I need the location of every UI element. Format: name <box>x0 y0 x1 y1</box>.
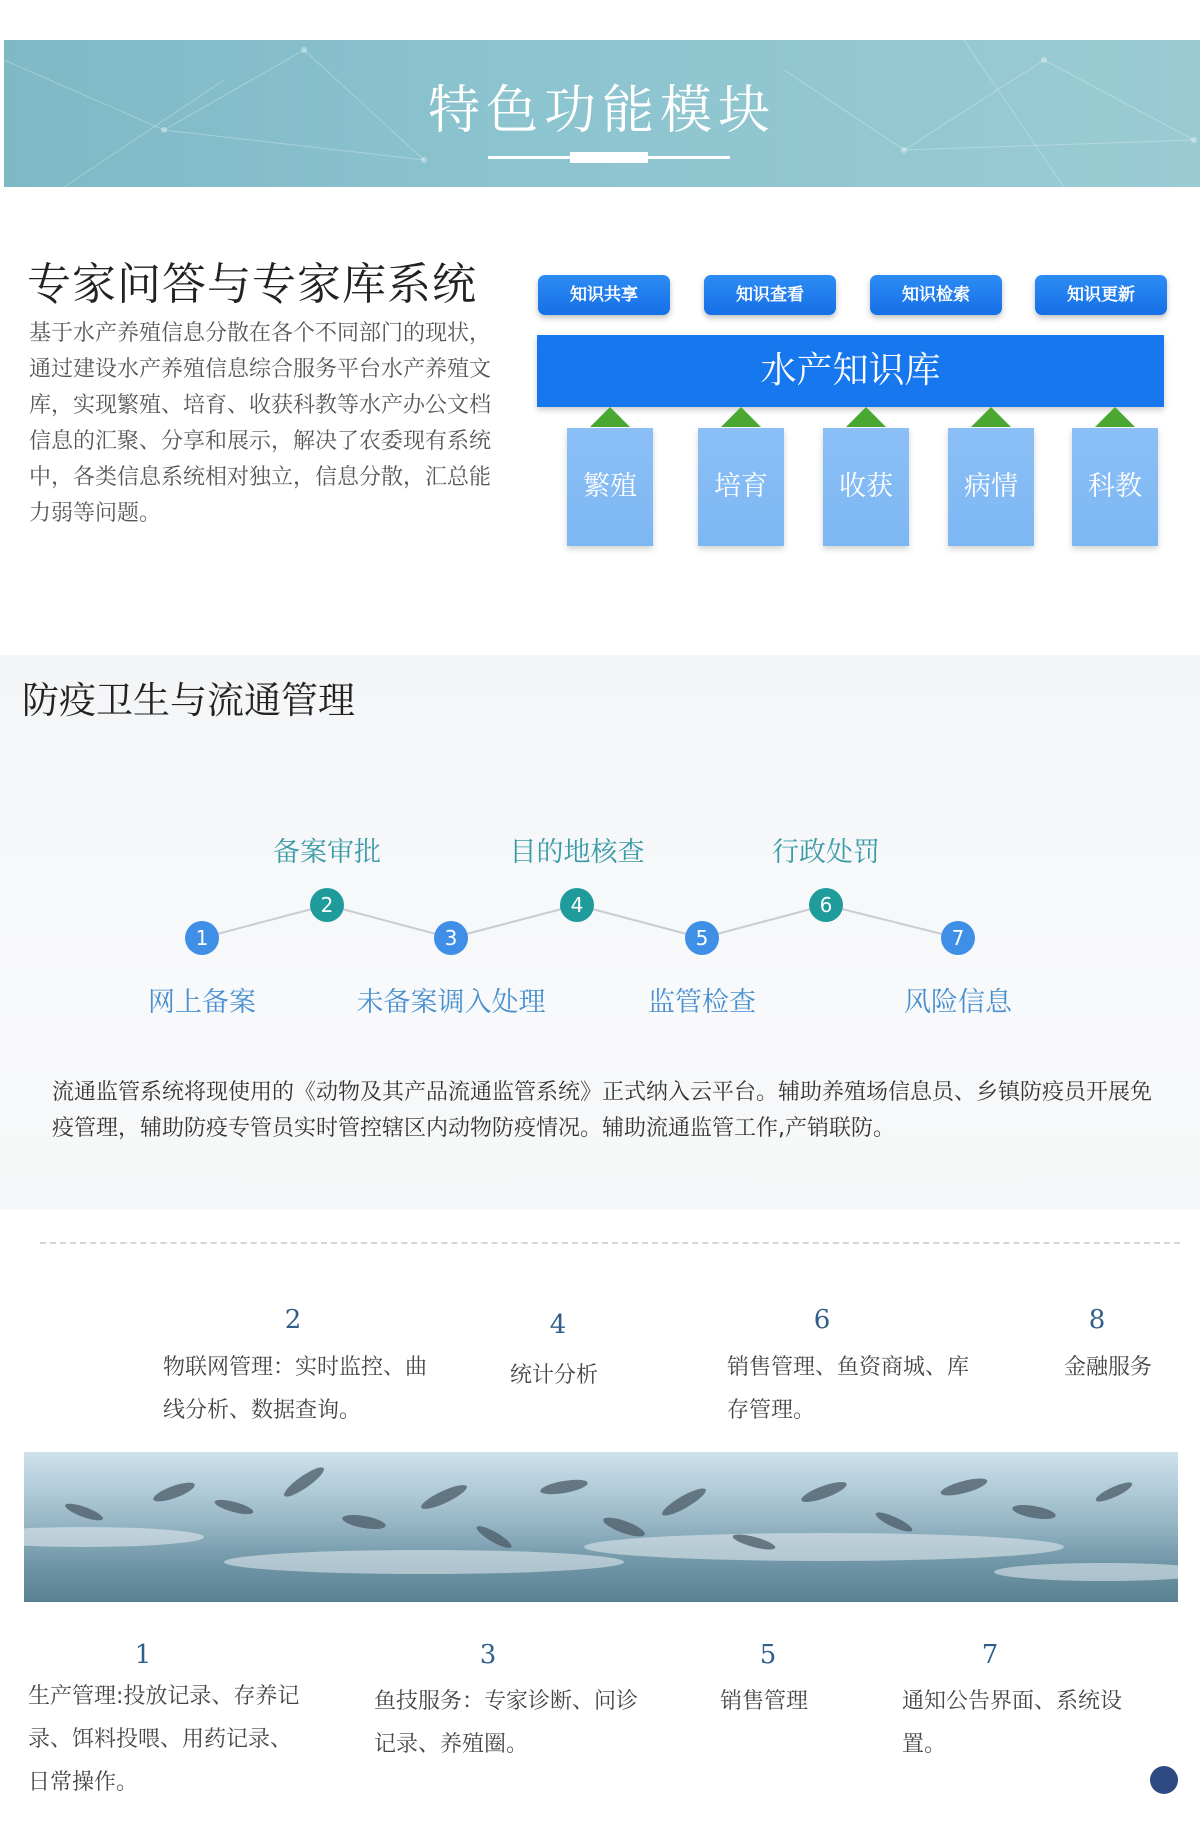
flow-connector <box>327 905 451 938</box>
arrow-up-icon <box>846 407 886 427</box>
step-node-7[interactable] <box>941 921 975 955</box>
flow-connector <box>577 905 702 938</box>
flow-connector <box>826 905 958 938</box>
feature-iot-management: 物联网管理：实时监控、曲线分析、数据查询。 <box>163 1355 428 1423</box>
banner-title: 特色功能模块 <box>427 81 776 141</box>
step-number: 4 <box>570 893 584 917</box>
flow-connector <box>702 905 826 938</box>
step-node-3[interactable] <box>434 921 468 955</box>
step-label-6: 行政处罚 <box>772 837 880 868</box>
tag-knowledge-view[interactable]: 知识查看 <box>704 275 836 315</box>
arrow-up-icon <box>721 407 761 427</box>
feature-statistics: 统计分析 <box>510 1363 599 1388</box>
step-number: 7 <box>951 926 965 950</box>
step-node-2[interactable] <box>310 888 344 922</box>
column-cultivation[interactable]: 培育 <box>698 428 784 546</box>
arrow-up-icon <box>590 407 630 427</box>
feature-number: 1 <box>134 1640 152 1670</box>
fish-pond-illustration <box>24 1452 1178 1602</box>
step-label-2: 备案审批 <box>273 837 381 868</box>
knowledge-description: 基于水产养殖信息分散在各个不同部门的现状，通过建设水产养殖信息综合服务平台水产养殖文库，实现繁殖、培育、收获科教等水产办公文档信息的汇聚、分享和展示，解决了农委现有系统中，各类信息系统相对独立，信息分散，汇总能力弱等问题。 <box>29 321 492 526</box>
banner-underline-center <box>570 152 648 163</box>
epidemic-description: 流通监管系统将现使用的《动物及其产品流通监管系统》正式纳入云平台。辅助养殖场信息员、乡镇防疫员开展免疫管理，辅助防疫专管员实时管控辖区内动物防疫情况。辅助流通监管工作,产销联防。 <box>52 1080 1153 1141</box>
flow-connector <box>202 905 327 938</box>
knowledge-title: 专家问答与专家库系统 <box>27 259 477 310</box>
step-label-7: 风险信息 <box>904 987 1012 1018</box>
tag-knowledge-share[interactable]: 知识共享 <box>538 275 670 315</box>
feature-production-management: 生产管理:投放记录、存养记录、饵料投喂、用药记录、日常操作。 <box>28 1684 300 1795</box>
banner-underline-right <box>648 156 730 159</box>
column-breeding[interactable]: 繁殖 <box>567 428 653 546</box>
tag-knowledge-update[interactable]: 知识更新 <box>1035 275 1167 315</box>
flow-connector <box>451 905 577 938</box>
feature-number: 4 <box>549 1310 567 1340</box>
arrow-up-icon <box>1095 407 1135 427</box>
step-node-6[interactable] <box>809 888 843 922</box>
step-number: 6 <box>819 893 833 917</box>
column-harvest[interactable]: 收获 <box>823 428 909 546</box>
step-node-1[interactable] <box>185 921 219 955</box>
step-label-1: 网上备案 <box>148 987 256 1018</box>
feature-sales-mall: 销售管理、鱼资商城、库存管理。 <box>727 1355 970 1423</box>
feature-number: 5 <box>759 1640 777 1670</box>
step-number: 2 <box>320 893 334 917</box>
step-label-3: 未备案调入处理 <box>356 987 546 1018</box>
feature-number: 7 <box>981 1640 999 1670</box>
arrow-up-icon <box>971 407 1011 427</box>
feature-finance: 金融服务 <box>1064 1355 1153 1380</box>
step-label-4: 目的地核查 <box>509 837 645 868</box>
feature-fishery-service: 鱼技服务：专家诊断、问诊记录、养殖圈。 <box>374 1689 639 1757</box>
banner-underline-left <box>488 156 570 159</box>
feature-sales-management: 销售管理 <box>720 1689 809 1714</box>
column-education[interactable]: 科教 <box>1072 428 1158 546</box>
scroll-indicator-dot[interactable] <box>1150 1766 1178 1794</box>
epidemic-title: 防疫卫生与流通管理 <box>22 679 355 722</box>
step-number: 3 <box>444 926 458 950</box>
process-flow <box>0 800 1200 980</box>
feature-number: 6 <box>813 1305 831 1335</box>
section-banner <box>4 40 1200 187</box>
tag-knowledge-search[interactable]: 知识检索 <box>870 275 1002 315</box>
dashed-divider <box>40 1242 1180 1244</box>
step-node-4[interactable] <box>560 888 594 922</box>
feature-number: 8 <box>1088 1305 1106 1335</box>
feature-number: 2 <box>284 1305 302 1335</box>
step-label-5: 监管检查 <box>648 987 756 1018</box>
step-number: 1 <box>195 926 209 950</box>
fish-pond-image <box>24 1452 1178 1602</box>
column-disease[interactable]: 病情 <box>948 428 1034 546</box>
step-number: 5 <box>695 926 709 950</box>
step-node-5[interactable] <box>685 921 719 955</box>
feature-notice-settings: 通知公告界面、系统设置。 <box>902 1689 1123 1757</box>
knowledge-base-bar: 水产知识库 <box>537 335 1164 407</box>
feature-number: 3 <box>479 1640 497 1670</box>
